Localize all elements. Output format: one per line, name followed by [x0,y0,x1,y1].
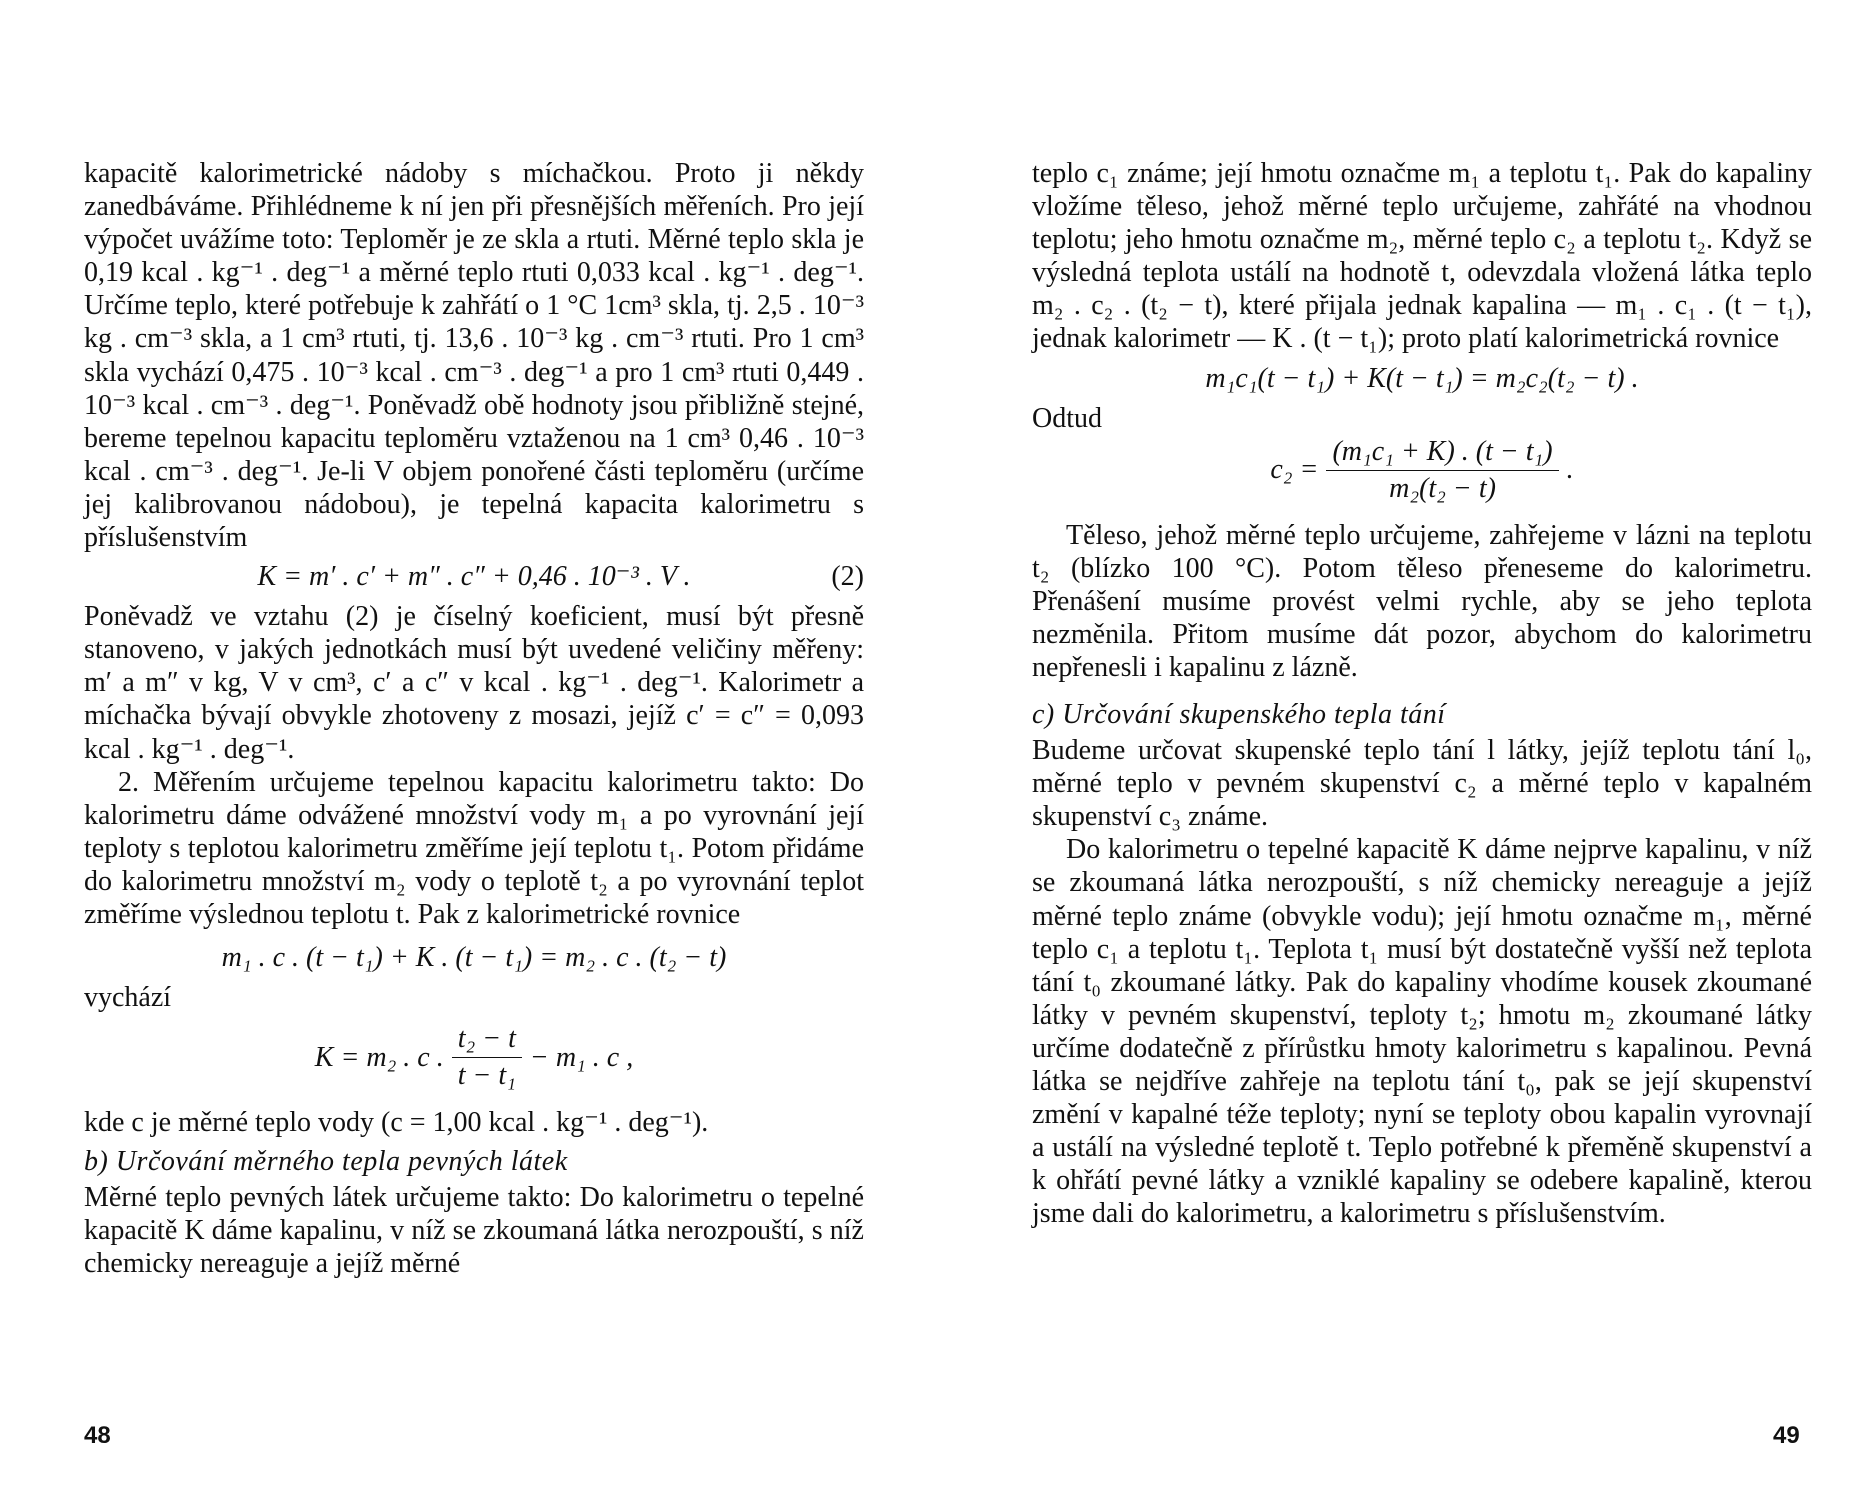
paragraph: kde c je měrné teplo vody (c = 1,00 kcal . kg⁻¹ . deg⁻¹). [84,1107,709,1139]
equation-1: m₁c₁(t − t₁) + K(t − t₁) = m₂c₂(t₂ − t) . [1205,362,1639,394]
section-heading-b: b) Určování měrného tepla pevných látek [84,1146,568,1178]
equation-4-rhs: − m₁ . c , [529,1041,634,1073]
equation-4-lhs: K = m₂ . c . [314,1041,444,1073]
equation-2 [84,560,864,594]
paragraph: teplo c₁ známe; její hmotu označme m₁ a teplotu t₁. Pak do kapaliny vložíme těleso, jehož měrné teplo určujeme, zahřáté na vhodnou teplotu; jeho hmotu označme m₂, měrné teplo c₂ a teplotu t₂. Když se výsledná teplota ustálí na hodnotě t, odevzdala vložená látka teplo m₂ . c₂ . (t₂ − t), které přijala jednak kapalina — m₁ . c₁ . (t − t₁), jednak kalorimetr — K . (t − t₁); proto platí kalorimetrická rovnice [1032,158,1812,355]
page-number: 49 [1773,1422,1800,1449]
equation-4 [84,1023,864,1092]
equation-2-formula: K = m′ . c′ + m″ . c″ + 0,46 . 10⁻³ . V . [257,561,691,593]
left-text-column [84,157,864,1280]
fraction-denominator: m₂(t₂ − t) [1389,472,1496,504]
label-odtud: Odtud [1032,402,1102,434]
right-text-column [1032,157,1812,1230]
fraction-denominator: t − t₁ [457,1060,516,1092]
page-number: 48 [84,1422,111,1449]
fraction-numerator: (m₁c₁ + K) . (t − t₁) [1326,436,1558,471]
equation-c2-end: . [1566,454,1574,486]
equation-c2-fraction [1326,436,1558,505]
label-vychazi: vychází [84,982,172,1014]
paragraph: Těleso, jehož měrné teplo určujeme, zahřejeme v lázni na teplotu t₂ (blízko 100 °C). Potom těleso přeneseme do kalorimetru. Přenášení musíme provést velmi rychle, aby se jeho teplota nezměnila. Přitom musíme dát pozor, abychom do kalorimetru nepřenesli i kapalinu z lázně. [1032,519,1812,683]
equation-c2 [1032,436,1812,505]
paragraph: Měrné teplo pevných látek určujeme takto: Do kalorimetru o tepelné kapacitě K dáme kapalinu, v níž se zkoumaná látka nerozpouští, s níž chemicky nereaguje a jejíž měrné [84,1182,864,1280]
equation-c2-lhs: c₂ = [1270,454,1319,486]
section-heading-c: c) Určování skupenského tepla tání [1032,699,1446,731]
equation-2-number: (2) [831,561,864,593]
paragraph: 2. Měřením určujeme tepelnou kapacitu kalorimetru takto: Do kalorimetru dáme odvážené množství vody m₁ a po vyrovnání její teploty s teplotou kalorimetru změříme její teplotu t₁. Potom přidáme do kalorimetru množství m₂ vody o teplotě t₂ a po vyrovnání teplot změříme výslednou teplotu t. Pak z kalorimetrické rovnice [84,766,864,930]
paragraph: Do kalorimetru o tepelné kapacitě K dáme nejprve kapalinu, v níž se zkoumaná látka nerozpouští, s níž chemicky nereaguje a jejíž měrné teplo známe (obvykle vodu); její hmotu označme m₁, měrné teplo c₁ a teplotu t₁. Teplota t₁ musí být dostatečně vyšší než teplota tání t₀ zkoumané látky. Pak do kapaliny vhodíme kousek zkoumané látky v pevném skupenství, teploty t₂; hmotu m₂ zkoumané látky určíme dodatečně z přírůstku hmoty kalorimetru s kapalinou. Pevná látka se nejdříve zahřeje na teplotu tání t₀, pak se její skupenství změní v kapalné téže teploty; nyní se teploty obou kapalin vyrovnají a ustálí na výsledné teplotě t. Teplo potřebné k přeměně skupenství a k ohřátí pevné látky a vzniklé kapaliny se odebere kapalině, kterou jsme dali do kalorimetru, a kalorimetru s příslušenstvím. [1032,834,1812,1230]
equation-4-fraction [452,1023,522,1092]
paragraph: Poněvadž ve vztahu (2) je číselný koeficient, musí být přesně stanoveno, v jakých jednotkách musí být uvedené veličiny měřeny: m′ a m″ v kg, V v cm³, c′ a c″ v kcal . kg⁻¹ . deg⁻¹. Kalorimetr a míchačka bývají obvykle zhotoveny z mosazi, jejíž c′ = c″ = 0,093 kcal . kg⁻¹ . deg⁻¹. [84,601,864,765]
fraction-numerator: t₂ − t [452,1023,522,1058]
right-page [937,0,1874,1500]
equation-3: m₁ . c . (t − t₁) + K . (t − t₁) = m₂ . c . (t₂ − t) [221,942,727,974]
paragraph: Budeme určovat skupenské teplo tání l látky, jejíž teplotu tání l₀, měrné teplo v pevném skupenství c₂ a měrné teplo v kapalném skupenství c₃ známe. [1032,735,1812,833]
paragraph: kapacitě kalorimetrické nádoby s míchačkou. Proto ji někdy zanedbáváme. Přihlédneme k ní jen při přesnějších měřeních. Pro její výpočet uvážíme toto: Teploměr je ze skla a rtuti. Měrné teplo skla je 0,19 kcal . kg⁻¹ . deg⁻¹ a měrné teplo rtuti 0,033 kcal . kg⁻¹ . deg⁻¹. Určíme teplo, které potřebuje k zahřátí o 1 °C 1cm³ skla, tj. 2,5 . 10⁻³ kg . cm⁻³ skla, a 1 cm³ rtuti, tj. 13,6 . 10⁻³ kg . cm⁻³ rtuti. Pro 1 cm³ skla vychází 0,475 . 10⁻³ kcal . cm⁻³ . deg⁻¹ a pro 1 cm³ rtuti 0,449 . 10⁻³ kcal . cm⁻³ . deg⁻¹. Poněvadž obě hodnoty jsou přibližně stejné, bereme tepelnou kapacitu teploměru vztaženou na 1 cm³ 0,46 . 10⁻³ kcal . cm⁻³ . deg⁻¹. Je-li V objem ponořené části teploměru (určíme jej kalibrovanou nádobou), je tepelná kapacita kalorimetru s příslušenstvím [84,158,864,554]
